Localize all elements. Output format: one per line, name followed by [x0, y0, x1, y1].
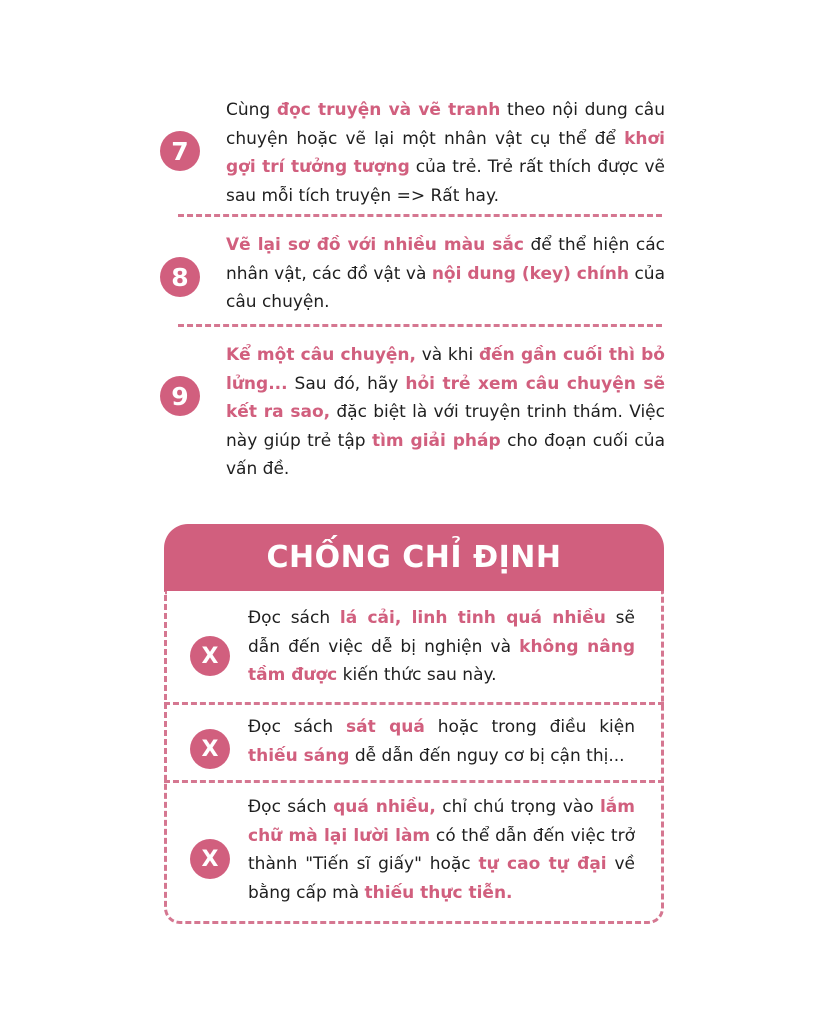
text-segment: dễ dẫn đến nguy cơ bị cận thị... [349, 745, 625, 766]
highlighted-phrase: lắm chữ mà lại lười làm [248, 797, 635, 846]
contraindication-text [248, 793, 635, 907]
highlighted-phrase: nội dung (key) chính [431, 263, 630, 284]
x-icon: X [190, 636, 230, 676]
step-number-badge: 8 [160, 257, 200, 297]
text-segment: sẽ dẫn đến việc dễ bị nghiện và [248, 608, 635, 657]
contraindication-text [248, 713, 635, 770]
highlighted-phrase: thiếu thực tiễn. [364, 882, 513, 903]
text-segment: Sau đó, hãy [287, 373, 406, 394]
divider [178, 324, 662, 327]
highlighted-phrase: Vẽ lại sơ đồ với nhiều màu sắc [226, 235, 524, 255]
step-text [226, 231, 665, 317]
text-segment: đặc biệt là với truyện trinh thám. Việc này giúp trẻ tập [226, 402, 665, 451]
contraindications-title: CHỐNG CHỈ ĐỊNH [266, 540, 562, 575]
step-text [226, 341, 665, 484]
divider [178, 214, 662, 217]
text-segment: của câu chuyện. [226, 263, 665, 312]
x-icon: X [190, 729, 230, 769]
highlighted-phrase: tự cao tự đại [478, 854, 607, 874]
text-segment: cho đoạn cuối của vấn đề. [226, 430, 665, 479]
highlighted-phrase: đọc truyện và vẽ tranh [276, 100, 501, 120]
text-segment: chỉ chú trọng vào [435, 797, 600, 817]
text-segment: hoặc trong điều kiện [424, 717, 635, 737]
text-segment: Đọc sách [248, 797, 334, 817]
text-segment: kiến thức sau này. [337, 665, 497, 685]
text-segment: có thể dẫn đến việc trở thành "Tiến sĩ giấy" hoặc [248, 825, 635, 874]
highlighted-phrase: khơi gợi trí tưởng tượng [226, 128, 665, 177]
highlighted-phrase: sát quá [346, 717, 425, 737]
contraindications-box [164, 524, 664, 926]
highlighted-phrase: Kể một câu chuyện, [226, 345, 416, 365]
highlighted-phrase: quá nhiều, [333, 797, 436, 817]
divider [164, 702, 664, 705]
highlighted-phrase: hỏi trẻ xem câu chuyện sẽ kết ra sao, [226, 373, 666, 422]
text-segment: để thể hiện các nhân vật, các đồ vật và [226, 235, 665, 284]
step-text [226, 96, 665, 210]
highlighted-phrase: lá cải, linh tinh quá nhiều [339, 608, 606, 628]
text-segment: và khi [416, 345, 479, 365]
text-segment: Đọc sách [248, 608, 340, 628]
text-segment: về bằng cấp mà [248, 854, 635, 903]
contraindications-header [164, 524, 664, 591]
divider [164, 780, 664, 783]
text-segment: Đọc sách [248, 717, 347, 737]
highlighted-phrase: đến gần cuối thì bỏ lửng... [226, 345, 665, 394]
text-segment: theo nội dung câu chuyện hoặc vẽ lại một nhân vật cụ thể để [226, 100, 665, 149]
highlighted-phrase: thiếu sáng [248, 745, 350, 766]
text-segment: Cùng [226, 100, 277, 120]
step-number-badge: 7 [160, 131, 200, 171]
x-icon: X [190, 839, 230, 879]
step-number-badge: 9 [160, 376, 200, 416]
highlighted-phrase: không nâng tầm được [248, 636, 636, 685]
contraindication-text [248, 604, 635, 690]
text-segment: của trẻ. Trẻ rất thích được vẽ sau mỗi tích truyện => Rất hay. [226, 157, 665, 206]
highlighted-phrase: tìm giải pháp [371, 430, 501, 451]
